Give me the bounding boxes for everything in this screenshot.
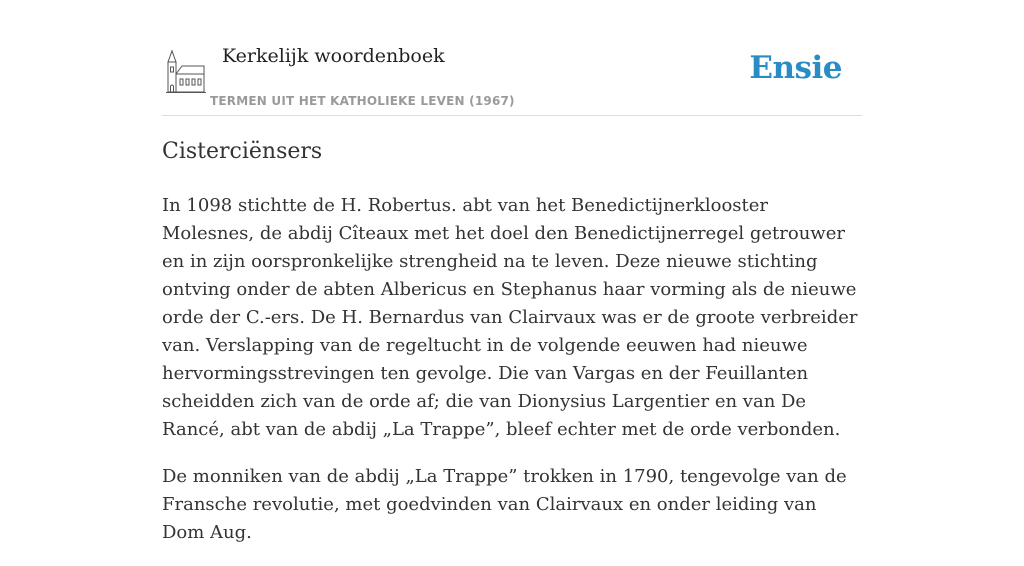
entry-paragraph: In 1098 stichtte de H. Robertus. abt van het Benedictijnerklooster Molesnes, de abdij Cîteaux met het doel den Benedictijnerregel getrouwer en in zijn oorspronkelijke strengheid na te leven. Deze nieuwe stichting ontving onder de abten Albericus en Stephanus haar vorming als de nieuwe orde der C.-ers. De H. Bernardus van Clairvaux was er de groote verbreider van. Verslapping van de regeltucht in de volgende eeuwen had nieuwe hervormingsstrevingen ten gevolge. Die van Vargas en der Feuillanten scheidden zich van de orde af; die van Dionysius Largentier en van De Rancé, abt van de abdij „La Trappe”, bleef echter met de orde verbonden. xyxy=(162,195,858,440)
entry-content xyxy=(162,192,862,566)
entry-title: Cisterciënsers xyxy=(162,139,323,164)
dictionary-subtitle: TERMEN UIT HET KATHOLIEKE LEVEN (1967) xyxy=(210,94,515,108)
header xyxy=(162,0,862,116)
church-icon[interactable] xyxy=(166,50,206,94)
entry-paragraph: De monniken van de abdij „La Trappe” trokken in 1790, tengevolge van de Fransche revolutie, met goedvinden van Clairvaux en onder leiding van Dom Aug. xyxy=(162,466,847,543)
page xyxy=(162,0,862,543)
dictionary-title[interactable]: Kerkelijk woordenboek xyxy=(222,45,445,67)
brand-logo[interactable]: Ensie xyxy=(749,50,842,86)
